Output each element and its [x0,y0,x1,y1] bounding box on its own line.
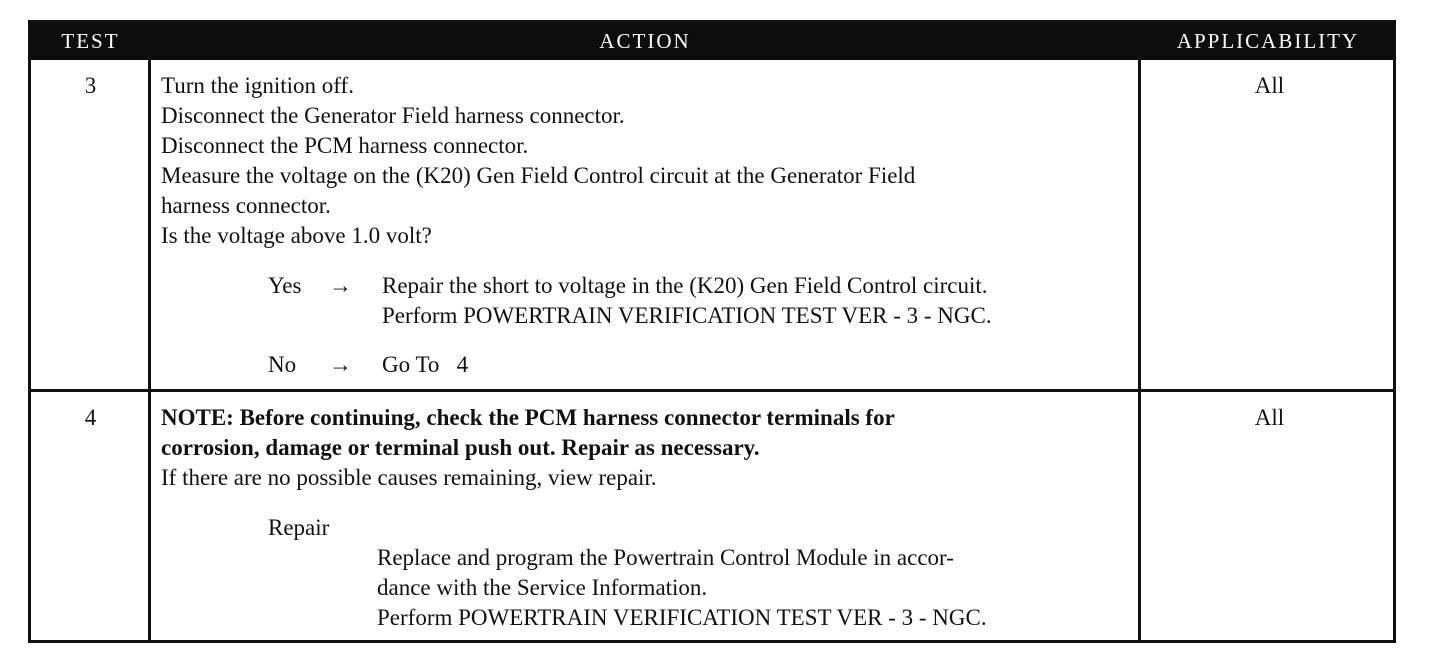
action-line: Disconnect the PCM harness connector. [161,133,529,158]
note-line: corrosion, damage or terminal push out. Repair as necessary. [161,435,760,460]
test-number-3: 3 [84,73,97,98]
applicability-4: All [1254,405,1285,430]
header-test: TEST [61,29,120,53]
action-line: Measure the voltage on the (K20) Gen Field Control circuit at the Generator Field [161,163,916,188]
repair-line: dance with the Service Information. [377,575,708,600]
repair-line: Perform POWERTRAIN VERIFICATION TEST VER - 3 - NGC. [377,605,987,630]
applicability-3: All [1254,73,1285,98]
yes-action-line: Perform POWERTRAIN VERIFICATION TEST VER - 3 - NGC. [382,303,992,328]
note-line: NOTE: Before continuing, check the PCM harness connector terminals for [161,405,895,430]
table-header [31,23,1393,60]
action-line: If there are no possible causes remaining, view repair. [161,465,657,490]
no-action: Go To 4 [382,352,469,377]
no-label: No [268,352,297,377]
repair-line: Replace and program the Powertrain Control Module in accor- [377,545,954,570]
diagnostic-table [28,20,1396,643]
test-number-4: 4 [84,405,97,430]
action-line: Is the voltage above 1.0 volt? [161,223,432,248]
arrow-icon: → [329,273,352,298]
header-applicability: APPLICABILITY [1176,29,1360,53]
header-action: ACTION [599,29,691,53]
action-line: Disconnect the Generator Field harness connector. [161,103,625,128]
yes-action-line: Repair the short to voltage in the (K20) Gen Field Control circuit. [382,273,988,298]
repair-label: Repair [268,515,330,540]
column-divider-action [1138,60,1141,643]
action-line: harness connector. [161,193,331,218]
arrow-icon: → [329,352,352,377]
action-line: Turn the ignition off. [161,73,354,98]
column-divider-test [148,60,151,643]
row-divider [31,389,1393,392]
yes-label: Yes [268,273,302,298]
